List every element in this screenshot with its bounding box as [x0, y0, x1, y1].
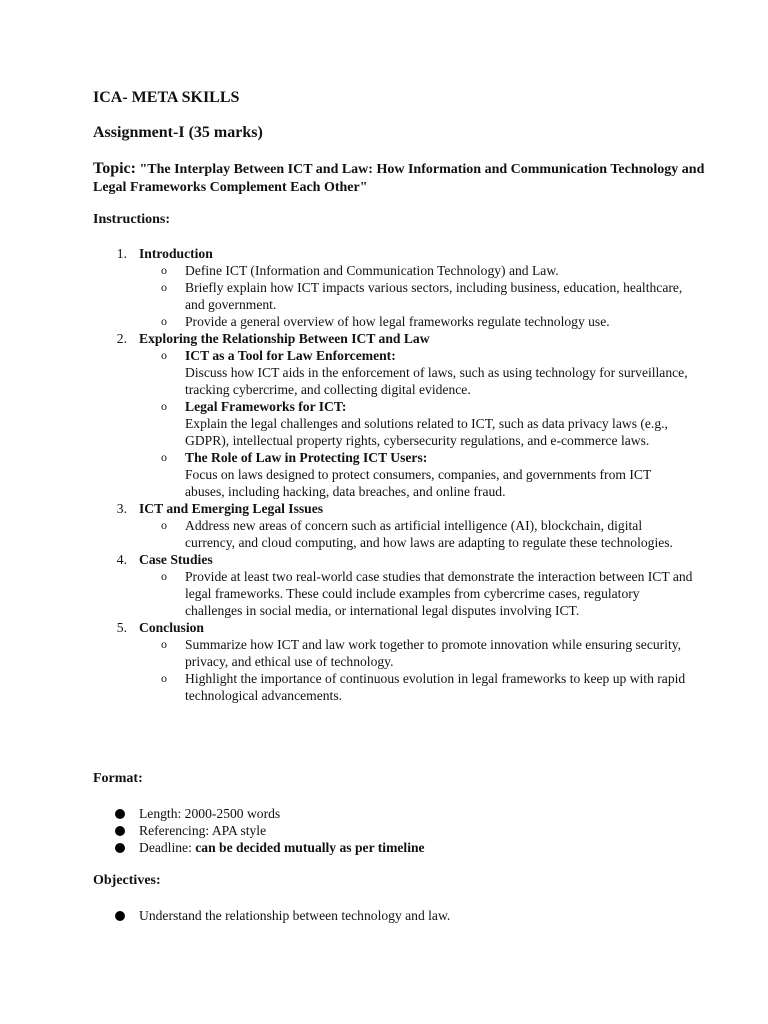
sub-bullet-icon: o	[161, 671, 167, 685]
list-item	[93, 551, 693, 619]
list-item	[139, 839, 653, 856]
sub-item-heading: Legal Frameworks for ICT:	[185, 399, 347, 414]
sub-bullet-icon: o	[161, 314, 167, 328]
list-item-text: Referencing: APA style	[139, 823, 267, 838]
item-title: Case Studies	[139, 552, 213, 567]
sub-item	[161, 262, 693, 279]
topic-label: Topic:	[93, 160, 136, 177]
topic-text: "The Interplay Between ICT and Law: How Information and Communication Technology and Legal Frameworks Complement Each Other"	[93, 162, 705, 195]
sub-bullet-icon: o	[161, 263, 167, 277]
instructions-heading: Instructions:	[93, 212, 171, 227]
sub-bullet-icon: o	[161, 280, 167, 294]
list-item	[139, 805, 653, 822]
list-item	[93, 245, 693, 330]
bullet-dot-icon	[115, 826, 125, 836]
sub-item	[161, 568, 693, 619]
sub-bullet-icon: o	[161, 518, 167, 532]
sub-bullet-icon: o	[161, 450, 167, 464]
sub-bullet-icon: o	[161, 637, 167, 651]
sub-bullet-icon: o	[161, 348, 167, 362]
document-title: ICA- META SKILLS	[93, 89, 240, 106]
item-title: Introduction	[139, 246, 213, 261]
sub-item-text: Focus on laws designed to protect consumers, companies, and governments from ICT abuses, including hacking, data breaches, and online fraud.	[185, 467, 651, 499]
list-item-text: Length: 2000-2500 words	[139, 806, 281, 821]
sub-item-text: Summarize how ICT and law work together to promote innovation while ensuring security, privacy, and ethical use of technology.	[185, 637, 682, 669]
sub-item-text: Explain the legal challenges and solutions related to ICT, such as data privacy laws (e.g., GDPR), intellectual property rights, cybersecurity regulations, and e-commerce laws.	[185, 416, 668, 448]
sub-item-text: Provide at least two real-world case studies that demonstrate the interaction between ICT and legal frameworks. These could include examples from cybercrime cases, regulatory challenges in social media, or international legal disputes involving ICT.	[185, 569, 693, 618]
item-title: Conclusion	[139, 620, 204, 635]
sub-item	[161, 279, 693, 313]
list-item	[93, 500, 693, 551]
sub-item	[161, 398, 693, 449]
sub-bullet-icon: o	[161, 399, 167, 413]
item-number: 4.	[116, 552, 127, 567]
item-title: ICT and Emerging Legal Issues	[139, 501, 324, 516]
sub-item	[161, 670, 693, 704]
sub-item-text: Discuss how ICT aids in the enforcement of laws, such as using technology for surveillance, tracking cybercrime, and collecting digital evidence.	[185, 365, 688, 397]
sub-item-text: Highlight the importance of continuous evolution in legal frameworks to keep up with rapid technological advancements.	[185, 671, 686, 703]
list-item-emphasis: can be decided mutually as per timeline	[195, 840, 425, 855]
item-number: 3.	[116, 501, 127, 516]
format-list	[93, 805, 653, 856]
item-number: 1.	[116, 246, 127, 261]
objectives-list	[93, 907, 653, 924]
sub-bullet-icon: o	[161, 569, 167, 583]
list-item	[93, 330, 693, 500]
format-heading: Format:	[93, 771, 143, 786]
list-item	[93, 619, 693, 704]
sub-item-text: Address new areas of concern such as artificial intelligence (AI), blockchain, digital currency, and cloud computing, and how laws are adapting to regulate these technologies.	[185, 518, 673, 550]
sub-item	[161, 636, 693, 670]
sub-item-text: Briefly explain how ICT impacts various sectors, including business, education, healthcare, and government.	[185, 280, 683, 312]
sub-item-heading: The Role of Law in Protecting ICT Users:	[185, 450, 428, 465]
sub-item	[161, 347, 693, 398]
bullet-dot-icon	[115, 809, 125, 819]
assignment-heading: Assignment-I (35 marks)	[93, 124, 263, 141]
bullet-dot-icon	[115, 911, 125, 921]
topic-paragraph	[93, 160, 713, 197]
sub-item	[161, 313, 693, 330]
list-item-text: Understand the relationship between technology and law.	[139, 908, 451, 923]
sub-item-text: Define ICT (Information and Communication Technology) and Law.	[185, 263, 559, 278]
item-title: Exploring the Relationship Between ICT and Law	[139, 331, 430, 346]
instructions-list	[93, 245, 693, 704]
sub-item	[161, 449, 693, 500]
item-number: 2.	[116, 331, 127, 346]
sub-item	[161, 517, 693, 551]
item-number: 5.	[116, 620, 127, 635]
objectives-heading: Objectives:	[93, 873, 161, 888]
list-item	[139, 822, 653, 839]
list-item	[139, 907, 653, 924]
bullet-dot-icon	[115, 843, 125, 853]
sub-item-heading: ICT as a Tool for Law Enforcement:	[185, 348, 396, 363]
sub-item-text: Provide a general overview of how legal frameworks regulate technology use.	[185, 314, 610, 329]
list-item-text: Deadline:	[139, 840, 196, 855]
